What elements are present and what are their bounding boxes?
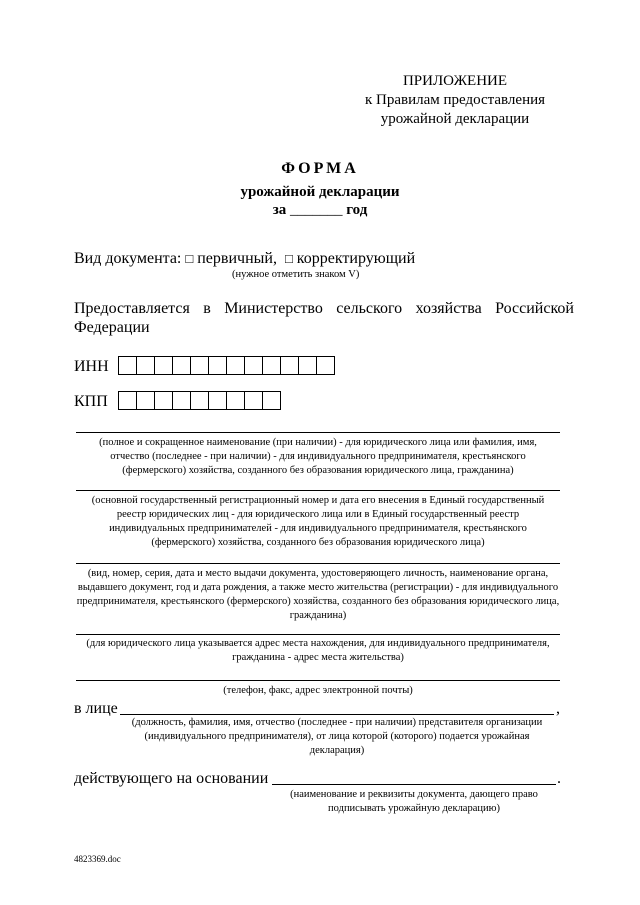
inn-digit-cell[interactable] [262, 356, 281, 375]
representative-field-line[interactable] [120, 714, 554, 715]
contacts-caption: (телефон, факс, адрес электронной почты) [223, 685, 413, 696]
kpp-digit-cell[interactable] [208, 391, 227, 410]
kpp-digit-cell[interactable] [190, 391, 209, 410]
submitted-word: Предоставляется [74, 300, 190, 317]
appendix-title: ПРИЛОЖЕНИЕ [402, 73, 508, 89]
kpp-digit-cell[interactable] [118, 391, 137, 410]
address-field-line[interactable] [76, 634, 560, 635]
id-document-field-line[interactable] [76, 563, 560, 564]
basis-period: . [557, 770, 561, 787]
appendix-line-2: урожайной декларации [380, 111, 530, 127]
option-primary-label: первичный, [197, 250, 277, 267]
submitted-to-line2: Федерации [74, 319, 150, 336]
ogrn-field-line[interactable] [76, 490, 560, 491]
basis-caption: (наименование и реквизиты документа, дающего право подписывать урожайную декларацию) [290, 789, 538, 814]
inn-digit-cell[interactable] [244, 356, 263, 375]
submitted-word: в [203, 300, 211, 317]
submitted-word: хозяйства [415, 300, 482, 317]
representative-label: в лице [74, 700, 118, 717]
inn-digit-cell[interactable] [190, 356, 209, 375]
kpp-digit-cell[interactable] [244, 391, 263, 410]
submitted-to-line1 [74, 300, 574, 318]
ogrn-caption: (основной государственный регистрационный номер и дата его внесения в Единый государственный реестр юридических лиц - для юридического лица или в Единый государственный реестр индивидуальных предпринимателей - для индивидуального предпринимателя, крестьянского (фермерского) хозяйства, созданного без образования юридического лица) [91, 495, 545, 548]
checkbox-primary[interactable]: □ [185, 251, 194, 266]
doc-type-row [74, 250, 415, 268]
submitted-word: сельского [336, 300, 403, 317]
submitted-word: Российской [495, 300, 574, 317]
inn-digit-cell[interactable] [154, 356, 173, 375]
form-year-suffix: год [346, 202, 368, 218]
inn-digit-cell[interactable] [172, 356, 191, 375]
kpp-digit-cell[interactable] [172, 391, 191, 410]
kpp-digit-cell[interactable] [136, 391, 155, 410]
appendix-header [340, 72, 570, 129]
inn-digit-cell[interactable] [316, 356, 335, 375]
inn-digit-cell[interactable] [226, 356, 245, 375]
form-subtitle: урожайной декларации [240, 184, 400, 200]
option-corrective-label: корректирующий [296, 250, 416, 267]
checkbox-corrective[interactable]: □ [284, 251, 293, 266]
appendix-line-1: к Правилам предоставления [364, 92, 546, 108]
name-field-line[interactable] [76, 432, 560, 433]
kpp-digit-cell[interactable] [154, 391, 173, 410]
basis-label: действующего на основании [74, 770, 269, 787]
kpp-label: КПП [74, 393, 108, 410]
form-year-field[interactable]: _______ [289, 202, 343, 218]
representative-comma: , [556, 700, 560, 717]
submitted-word: Министерство [224, 300, 323, 317]
inn-digit-cell[interactable] [208, 356, 227, 375]
kpp-digit-cell[interactable] [262, 391, 281, 410]
inn-digit-cell[interactable] [298, 356, 317, 375]
form-year-line [0, 202, 640, 219]
contacts-field-line[interactable] [76, 680, 560, 681]
name-caption: (полное и сокращенное наименование (при наличии) - для юридического лица или фамилия, имя, отчество (последнее - при наличии) - для индивидуального предпринимателя, крестьянского (фермерского) хозяйства, созданного без образования юридического лица, гражданина) [99, 437, 537, 476]
inn-digit-cell[interactable] [118, 356, 137, 375]
doc-type-note: (нужное отметить знаком V) [232, 269, 360, 280]
kpp-digit-cell[interactable] [226, 391, 245, 410]
inn-label: ИНН [74, 358, 109, 375]
id-document-caption: (вид, номер, серия, дата и место выдачи документа, удостоверяющего личность, наименование органа, выдавшего документ, год и дата рождения, а также место жительства (регистрации) - для индивидуального предпринимателя, крестьянского (фермерского) хозяйства, созданного без образования юридического лица, гражданина) [76, 568, 560, 621]
doc-type-label: Вид документа: [74, 250, 182, 267]
basis-field-line[interactable] [272, 784, 556, 785]
form-year-prefix: за [272, 202, 287, 218]
representative-caption: (должность, фамилия, имя, отчество (последнее - при наличии) представителя организации (индивидуального предпринимателя), от лица которой (которого) подается урожайная декларация) [131, 717, 543, 756]
inn-digit-cell[interactable] [280, 356, 299, 375]
kpp-cells[interactable] [118, 391, 281, 410]
address-caption: (для юридического лица указывается адрес места нахождения, для индивидуального предпринимателя, гражданина - адрес места жительства) [86, 638, 550, 663]
inn-cells[interactable] [118, 356, 335, 375]
footer-filename: 4823369.doc [74, 854, 121, 864]
inn-digit-cell[interactable] [136, 356, 155, 375]
form-title: ФОРМА [281, 160, 359, 177]
